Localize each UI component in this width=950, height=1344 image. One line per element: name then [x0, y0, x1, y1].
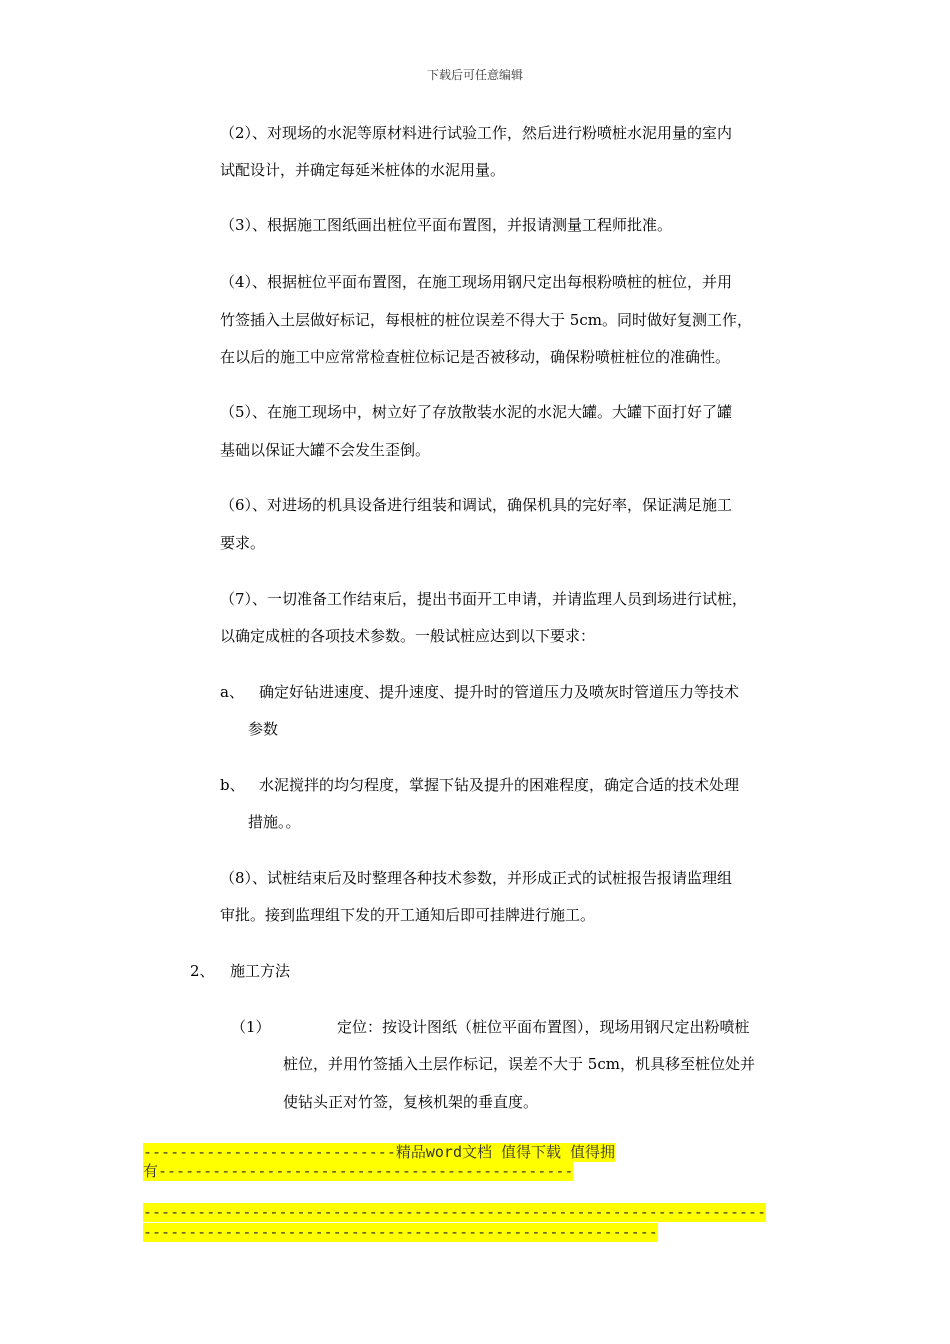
paragraph-2-line-1: （2）、对现场的水泥等原材料进行试验工作，然后进行粉喷桩水泥用量的室内 — [220, 124, 733, 142]
paragraph-4-line-1: （4）、根据桩位平面布置图，在施工现场用钢尺定出每根粉喷桩的桩位，并用 — [220, 273, 733, 291]
item-a-line-2: 参数 — [248, 720, 279, 738]
footer-highlight-line-3: --------------------------------------------------------------------- — [143, 1203, 767, 1221]
paragraph-6-line-1: （6）、对进场的机具设备进行组装和调试，确保机具的完好率，保证满足施工 — [220, 496, 733, 514]
subitem-1-line-3: 使钻头正对竹签，复核机架的垂直度。 — [283, 1093, 539, 1111]
paragraph-4-line-3: 在以后的施工中应常常检查桩位标记是否被移动，确保粉喷桩桩位的准确性。 — [220, 348, 731, 366]
paragraph-8-line-1: （8）、试桩结束后及时整理各种技术参数，并形成正式的试桩报告报请监理组 — [220, 869, 733, 887]
item-a-marker: a、 — [220, 683, 244, 701]
paragraph-2-line-2: 试配设计，并确定每延米桩体的水泥用量。 — [220, 161, 506, 179]
footer-highlight-line-4: --------------------------------------------------------- — [143, 1223, 658, 1241]
section-2-marker: 2、 — [190, 962, 215, 980]
paragraph-7-line-1: （7）、一切准备工作结束后，提出书面开工申请，并请监理人员到场进行试桩， — [220, 590, 748, 608]
section-2-title: 施工方法 — [230, 962, 291, 980]
item-b-marker: b、 — [220, 776, 245, 794]
paragraph-4-line-2: 竹签插入土层做好标记，每根桩的桩位误差不得大于 5cm。同时做好复测工作， — [220, 311, 752, 329]
paragraph-5-line-2: 基础以保证大罐不会发生歪倒。 — [220, 441, 431, 459]
page-header: 下载后可任意编辑 — [426, 68, 523, 82]
subitem-1-line-2: 桩位，并用竹签插入土层作标记，误差不大于 5cm，机具移至桩位处并 — [283, 1055, 755, 1073]
item-b-line-1: 水泥搅拌的均匀程度，掌握下钻及提升的困难程度，确定合适的技术处理 — [259, 776, 740, 794]
paragraph-7-line-2: 以确定成桩的各项技术参数。一般试桩应达到以下要求： — [220, 627, 596, 645]
item-a-line-1: 确定好钻进速度、提升速度、提升时的管道压力及喷灰时管道压力等技术 — [259, 683, 740, 701]
paragraph-6-line-2: 要求。 — [220, 534, 266, 552]
item-b-line-2: 措施。。 — [248, 813, 301, 831]
footer-highlight-line-1: ----------------------------精品word文档 值得下载 值得拥 — [143, 1143, 616, 1161]
paragraph-8-line-2: 审批。接到监理组下发的开工通知后即可挂牌进行施工。 — [220, 906, 596, 924]
paragraph-5-line-1: （5）、在施工现场中，树立好了存放散装水泥的水泥大罐。大罐下面打好了罐 — [220, 403, 733, 421]
subitem-1-marker: （1） — [231, 1018, 271, 1036]
paragraph-3-line-1: （3）、根据施工图纸画出桩位平面布置图，并报请测量工程师批准。 — [220, 216, 673, 234]
subitem-1-line-1: 定位：按设计图纸（桩位平面布置图），现场用钢尺定出粉喷桩 — [337, 1018, 750, 1036]
footer-highlight-line-2: 有---------------------------------------------- — [143, 1162, 574, 1180]
